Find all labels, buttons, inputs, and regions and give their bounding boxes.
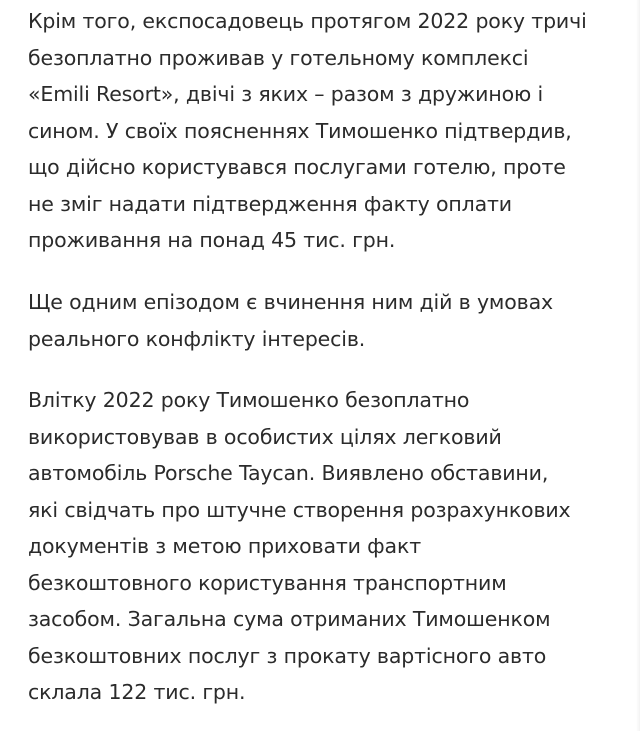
text-line: документів з метою приховати факт: [28, 534, 421, 558]
text-line: безкоштовних послуг з прокату вартісного авто: [28, 643, 547, 668]
text-line: автомобіль Porsche Taycan. Виявлено обставини,: [28, 461, 549, 485]
paragraph-conflict-of-interest: [28, 284, 553, 357]
text-line: проживання на понад 45 тис. грн.: [28, 228, 396, 252]
text-line: безоплатно проживав у готельному комплексі: [28, 45, 529, 70]
text-line: які свідчать про штучне створення розрахункових: [28, 497, 571, 522]
text-line: Крім того, експосадовець протягом 2022 року тричі: [28, 9, 587, 33]
text-line: Влітку 2022 року Тимошенко безоплатно: [28, 388, 470, 412]
text-line: склала 122 тис. грн.: [28, 680, 246, 704]
text-line: «Emili Resort», двічі з яких – разом з дружиною і: [28, 82, 543, 106]
text-line: використовував в особистих цілях легковий: [28, 424, 502, 449]
text-line: безкоштовного користування транспортним: [28, 570, 507, 595]
text-line: що дійсно користувався послугами готелю, проте: [28, 155, 566, 179]
text-line: засобом. Загальна сума отриманих Тимошенком: [28, 607, 551, 631]
text-line: сином. У своїх поясненнях Тимошенко підтвердив,: [28, 118, 572, 143]
text-line: реального конфлікту інтересів.: [28, 326, 366, 351]
page-edge-divider: [636, 0, 640, 731]
text-line: не зміг надати підтвердження факту оплати: [28, 191, 512, 216]
text-line: Ще одним епізодом є вчинення ним дій в умовах: [28, 290, 553, 314]
paragraph-hotel-stays: [28, 3, 587, 259]
paragraph-porsche-use: [28, 382, 571, 711]
